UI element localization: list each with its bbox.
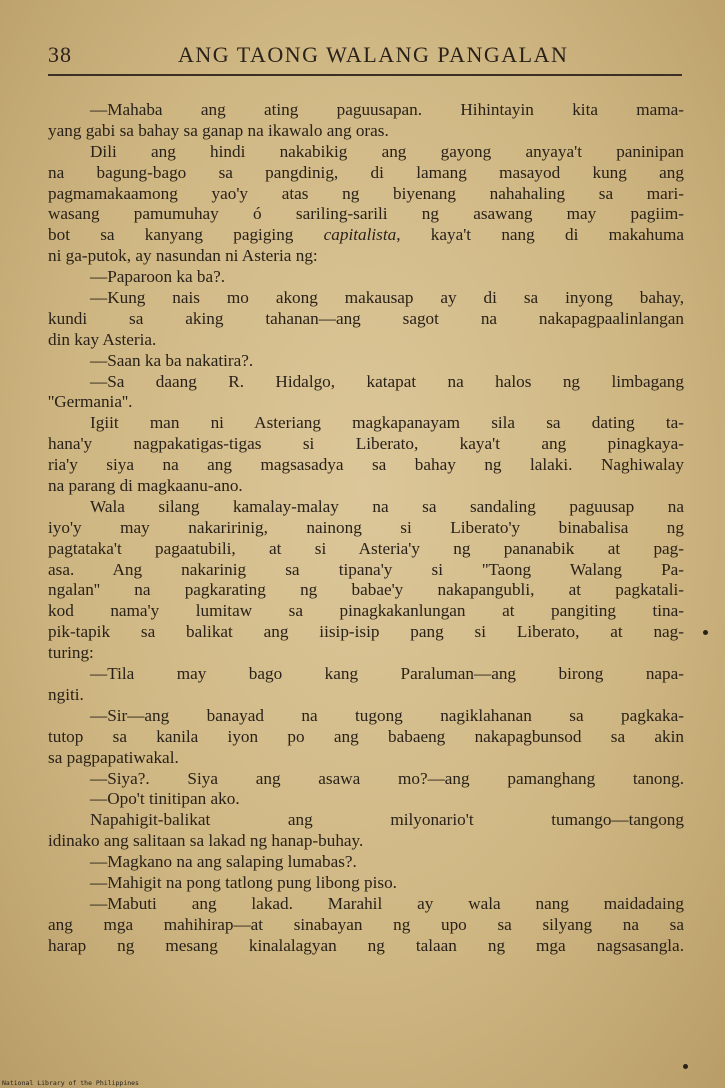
- text-line: ni ga-putok, ay nasundan ni Asteria ng:: [48, 246, 318, 266]
- text-line: —Tila may bago kang Paraluman—ang birong napa-: [90, 664, 684, 684]
- text-line: yang gabi sa bahay sa ganap na ikawalo ang oras.: [48, 120, 389, 140]
- text-line: pagtataka't pagaatubili, at si Asteria'y ng pananabik at pag-: [48, 538, 684, 558]
- text-line: —Mahaba ang ating paguusapan. Hihintayin kita mama-: [90, 100, 684, 119]
- margin-speck: [683, 1064, 688, 1069]
- body-text: [48, 100, 684, 957]
- text-line: [48, 225, 684, 246]
- text-run: bot sa kanyang pagiging capitalista, kaya't nang di makahuma: [48, 225, 684, 245]
- text-line: ngalan'' na pagkarating ng babae'y nakapangubli, at pagkatali-: [48, 580, 684, 600]
- italic-word: capitalista: [323, 225, 397, 245]
- text-line: na bagung-bago sa pangdinig, di lamang masayod kung ang: [48, 162, 684, 182]
- text-line: —Opo't tinitipan ako.: [90, 789, 240, 809]
- text-line: —Sir—ang banayad na tugong nagiklahanan sa pagkaka-: [90, 705, 684, 725]
- text-line: iyo'y may nakaririnig, nainong si Liberato'y binabalisa ng: [48, 517, 684, 537]
- text-line: —Saan ka ba nakatira?.: [90, 350, 254, 370]
- running-title: ANG TAONG WALANG PANGALAN: [178, 42, 569, 67]
- text-line: —Paparoon ka ba?.: [90, 267, 226, 287]
- text-line: Wala silang kamalay-malay na sa sandaling paguusap na: [90, 496, 684, 516]
- text-line: —Magkano na ang salaping lumabas?.: [90, 852, 357, 872]
- text-line: Igiit man ni Asteriang magkapanayam sila sa dating ta-: [90, 413, 684, 433]
- text-line: ngiti.: [48, 684, 84, 704]
- text-line: hana'y nagpakatigas-tigas si Liberato, kaya't ang pinagkaya-: [48, 434, 684, 454]
- text-line: din kay Asteria.: [48, 329, 157, 349]
- text-line: ''Germania''.: [48, 392, 133, 412]
- text-line: Dili ang hindi nakabikig ang gayong anyaya't paninipan: [90, 141, 684, 161]
- text-line: —Siya?. Siya ang asawa mo?—ang pamanghang tanong.: [90, 768, 684, 788]
- text-line: na parang di magkaanu-ano.: [48, 476, 243, 496]
- text-line: pik-tapik sa balikat ang iisip-isip pang si Liberato, at nag-: [48, 622, 684, 642]
- text-line: ria'y siya na ang magsasadya sa bahay ng lalaki. Naghiwalay: [48, 455, 684, 475]
- text-line: pagmamakaamong yao'y atas ng biyenang nahahaling sa mari-: [48, 183, 684, 203]
- text-line: tutop sa kanila iyon po ang babaeng nakapagbunsod sa akin: [48, 726, 684, 746]
- text-line: turing:: [48, 643, 94, 663]
- text-line: —Mahigit na pong tatlong pung libong piso.: [90, 872, 397, 892]
- footer-credit: National Library of the Philippines: [2, 1079, 139, 1087]
- text-line: kod nama'y lumitaw sa pinagkakanlungan at pangiting tina-: [48, 601, 684, 621]
- text-line: ang mga mahihirap—at sinabayan ng upo sa silyang na sa: [48, 914, 684, 934]
- text-line: —Sa daang R. Hidalgo, katapat na halos ng limbagang: [90, 371, 684, 391]
- text-line: idinako ang salitaan sa lakad ng hanap-buhay.: [48, 831, 364, 851]
- text-line: asa. Ang nakarinig sa tipana'y si ''Taong Walang Pa-: [48, 559, 684, 579]
- text-line: sa pagpapatiwakal.: [48, 747, 179, 767]
- text-line: Napahigit-balikat ang milyonario't tumango—tangong: [90, 810, 684, 830]
- margin-speck: [703, 630, 708, 635]
- page-header: [48, 42, 682, 72]
- text-line: —Mabuti ang lakad. Marahil ay wala nang maidadaing: [90, 893, 684, 913]
- text-line: kundi sa aking tahanan—ang sagot na nakapagpaalinlangan: [48, 308, 684, 328]
- text-line: wasang pamumuhay ó sariling-sarili ng asawang may pagiim-: [48, 204, 684, 224]
- text-line: harap ng mesang kinalalagyan ng talaan ng mga nagsasangla.: [48, 935, 684, 955]
- page-number: 38: [48, 42, 72, 67]
- header-rule: [48, 74, 682, 76]
- text-line: —Kung nais mo akong makausap ay di sa inyong bahay,: [90, 288, 684, 308]
